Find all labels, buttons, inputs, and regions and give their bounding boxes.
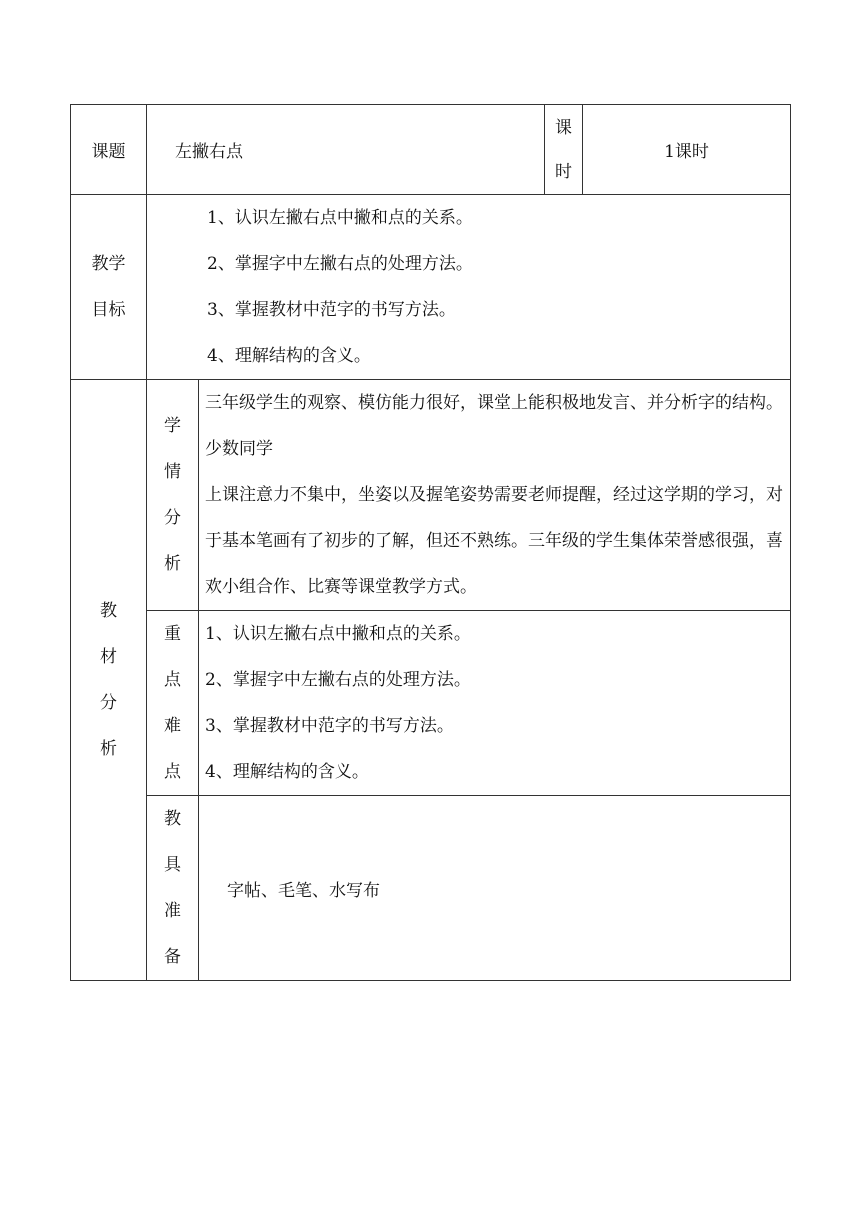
student-analysis-label [147,380,199,611]
tools-row [71,796,791,981]
student-analysis-para: 三年级学生的观察、模仿能力很好，课堂上能积极地发言、并分析字的结构。少数同学 [205,393,783,459]
key-point-item: 4、理解结构的含义。 [205,762,369,782]
key-points-row [71,611,791,796]
key-points-label-char: 点 [164,762,181,782]
tools-label-char: 具 [164,855,181,875]
lesson-title: 左撇右点 [147,105,545,195]
key-points-label-char: 点 [164,670,181,690]
analysis-label-char: 析 [100,739,117,759]
student-analysis-text [199,380,791,611]
key-points-label-char: 难 [164,716,181,736]
goals-label [71,195,147,380]
goal-item: 2、掌握字中左撇右点的处理方法。 [207,254,473,274]
tools-text: 字帖、毛笔、水写布 [199,796,791,981]
tools-label [147,796,199,981]
goals-label-line: 目标 [91,300,126,320]
student-label-char: 情 [164,462,181,482]
key-point-item: 2、掌握字中左撇右点的处理方法。 [205,670,471,690]
key-points-label-char: 重 [164,624,181,644]
tools-label-char: 教 [164,809,181,829]
student-analysis-row [71,380,791,611]
title-row [71,105,791,195]
student-label-char: 析 [164,554,181,574]
goal-item: 3、掌握教材中范字的书写方法。 [207,300,456,320]
tools-label-char: 准 [164,901,181,921]
hours-value: 1课时 [583,105,791,195]
analysis-label [71,380,147,981]
goals-row [71,195,791,380]
hours-label-char: 课 [555,117,572,138]
key-points-list [199,611,791,796]
lesson-plan-table [70,104,791,981]
goal-item: 4、理解结构的含义。 [207,346,371,366]
student-label-char: 学 [164,416,181,436]
goals-label-line: 教学 [91,254,126,274]
key-points-label [147,611,199,796]
analysis-label-char: 分 [100,693,117,713]
goal-item: 1、认识左撇右点中撇和点的关系。 [207,208,473,228]
key-point-item: 1、认识左撇右点中撇和点的关系。 [205,624,471,644]
student-label-char: 分 [164,508,181,528]
analysis-label-char: 材 [100,647,117,667]
student-analysis-para: 上课注意力不集中，坐姿以及握笔姿势需要老师提醒，经过这学期的学习，对于基本笔画有了初步的了解，但还不熟练。三年级的学生集体荣誉感很强，喜欢小组合作、比赛等课堂教学方式。 [205,485,783,597]
key-point-item: 3、掌握教材中范字的书写方法。 [205,716,454,736]
hours-label [545,105,583,195]
tools-label-char: 备 [164,947,181,967]
hours-label-char: 时 [555,161,572,182]
analysis-label-char: 教 [100,601,117,621]
goals-list [147,195,791,380]
title-label: 课题 [71,105,147,195]
